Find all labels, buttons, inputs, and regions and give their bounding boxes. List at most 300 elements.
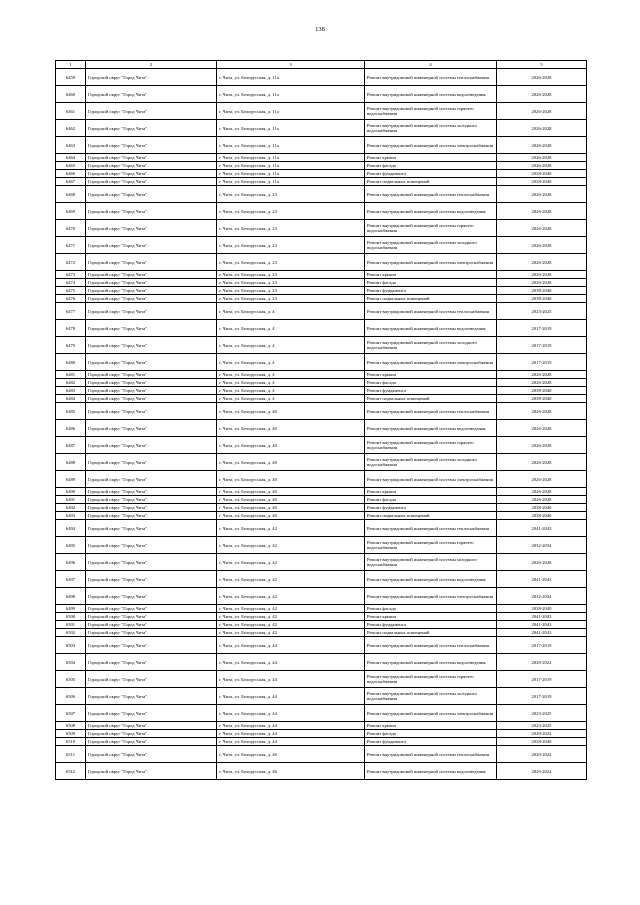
- address-cell: г. Чита, ул. Белорусская, д. 44: [217, 722, 365, 730]
- municipality-cell: Городской округ "Город Чита": [86, 730, 217, 738]
- address-cell: г. Чита, ул. Белорусская, д. 11а: [217, 170, 365, 178]
- work-type-cell: Ремонт фундамента: [365, 170, 497, 178]
- period-cell: 2026-2028: [497, 271, 587, 279]
- work-type-cell: Ремонт фундамента: [365, 738, 497, 746]
- address-cell: г. Чита, ул. Белорусская, д. 11а: [217, 178, 365, 186]
- period-cell: 2041-2043: [497, 571, 587, 588]
- work-type-cell: Ремонт внутридомовой инженерной системы теплоснабжения: [365, 637, 497, 654]
- municipality-cell: Городской округ "Город Чита": [86, 220, 217, 237]
- row-number: 6496: [56, 554, 86, 571]
- municipality-cell: Городской округ "Город Чита": [86, 738, 217, 746]
- municipality-cell: Городской округ "Город Чита": [86, 588, 217, 605]
- row-number: 6494: [56, 520, 86, 537]
- row-number: 6503: [56, 637, 86, 654]
- address-cell: г. Чита, ул. Белорусская, д. 40: [217, 488, 365, 496]
- table-row: [56, 220, 587, 237]
- row-number: 6480: [56, 354, 86, 371]
- work-type-cell: Ремонт внутридомовой инженерной системы водоотведения: [365, 420, 497, 437]
- row-number: 6512: [56, 763, 86, 780]
- address-cell: г. Чита, ул. Белорусская, д. 23: [217, 279, 365, 287]
- municipality-cell: Городской округ "Город Чита": [86, 287, 217, 295]
- municipality-cell: Городской округ "Город Чита": [86, 86, 217, 103]
- municipality-cell: Городской округ "Город Чита": [86, 354, 217, 371]
- table-row: [56, 120, 587, 137]
- period-cell: 2041-2043: [497, 613, 587, 621]
- address-cell: г. Чита, ул. Белорусская, д. 11а: [217, 162, 365, 170]
- period-cell: 2026-2028: [497, 103, 587, 120]
- municipality-cell: Городской округ "Город Чита": [86, 722, 217, 730]
- address-cell: г. Чита, ул. Белорусская, д. 23: [217, 220, 365, 237]
- work-type-cell: Ремонт внутридомовой инженерной системы электроснабжения: [365, 354, 497, 371]
- work-type-cell: Ремонт фасада: [365, 496, 497, 504]
- row-number: 6484: [56, 395, 86, 403]
- table-row: [56, 454, 587, 471]
- municipality-cell: Городской округ "Город Чита": [86, 254, 217, 271]
- address-cell: г. Чита, ул. Белорусская, д. 46: [217, 763, 365, 780]
- period-cell: 2026-2028: [497, 496, 587, 504]
- address-cell: г. Чита, ул. Белорусская, д. 11а: [217, 137, 365, 154]
- row-number: 6464: [56, 154, 86, 162]
- table-row: [56, 705, 587, 722]
- municipality-cell: Городской округ "Город Чита": [86, 295, 217, 303]
- work-type-cell: Ремонт внутридомовой инженерной системы горячего водоснабжения: [365, 437, 497, 454]
- address-cell: г. Чита, ул. Белорусская, д. 44: [217, 730, 365, 738]
- table-row: [56, 69, 587, 86]
- table-body: [56, 69, 587, 780]
- address-cell: г. Чита, ул. Белорусская, д. 42: [217, 629, 365, 637]
- table-row: [56, 237, 587, 254]
- municipality-cell: Городской округ "Город Чита": [86, 613, 217, 621]
- address-cell: г. Чита, ул. Белорусская, д. 40: [217, 496, 365, 504]
- period-cell: 2026-2028: [497, 186, 587, 203]
- column-header-period: 5: [497, 61, 587, 69]
- municipality-cell: Городской округ "Город Чита": [86, 395, 217, 403]
- address-cell: г. Чита, ул. Белорусская, д. 46: [217, 746, 365, 763]
- address-cell: г. Чита, ул. Белорусская, д. 23: [217, 237, 365, 254]
- row-number: 6487: [56, 437, 86, 454]
- address-cell: г. Чита, ул. Белорусская, д. 11а: [217, 86, 365, 103]
- work-type-cell: Ремонт внутридомовой инженерной системы горячего водоснабжения: [365, 671, 497, 688]
- table-row: [56, 738, 587, 746]
- table-row: [56, 178, 587, 186]
- table-row: [56, 605, 587, 613]
- row-number: 6486: [56, 420, 86, 437]
- row-number: 6469: [56, 203, 86, 220]
- row-number: 6490: [56, 488, 86, 496]
- period-cell: 2023-2025: [497, 722, 587, 730]
- table-row: [56, 504, 587, 512]
- municipality-cell: Городской округ "Город Чита": [86, 178, 217, 186]
- row-number: 6502: [56, 629, 86, 637]
- row-number: 6491: [56, 496, 86, 504]
- work-type-cell: Ремонт фундамента: [365, 621, 497, 629]
- municipality-cell: Городской округ "Город Чита": [86, 337, 217, 354]
- table-row: [56, 763, 587, 780]
- address-cell: г. Чита, ул. Белорусская, д. 4: [217, 337, 365, 354]
- address-cell: г. Чита, ул. Белорусская, д. 42: [217, 537, 365, 554]
- row-number: 6463: [56, 137, 86, 154]
- period-cell: 2041-2043: [497, 629, 587, 637]
- address-cell: г. Чита, ул. Белорусская, д. 4: [217, 387, 365, 395]
- table-header: [56, 61, 587, 69]
- address-cell: г. Чита, ул. Белорусская, д. 4: [217, 395, 365, 403]
- work-type-cell: Ремонт подвальных помещений: [365, 512, 497, 520]
- municipality-cell: Городской округ "Город Чита": [86, 520, 217, 537]
- period-cell: 2032-2034: [497, 537, 587, 554]
- work-type-cell: Ремонт внутридомовой инженерной системы теплоснабжения: [365, 520, 497, 537]
- period-cell: 2026-2028: [497, 420, 587, 437]
- work-type-cell: Ремонт внутридомовой инженерной системы электроснабжения: [365, 137, 497, 154]
- table-row: [56, 629, 587, 637]
- row-number: 6462: [56, 120, 86, 137]
- table-row: [56, 688, 587, 705]
- row-number: 6482: [56, 379, 86, 387]
- column-header-work-type: 4: [365, 61, 497, 69]
- row-number: 6472: [56, 254, 86, 271]
- period-cell: 2026-2028: [497, 403, 587, 420]
- municipality-cell: Городской округ "Город Чита": [86, 688, 217, 705]
- row-number: 6467: [56, 178, 86, 186]
- municipality-cell: Городской округ "Город Чита": [86, 170, 217, 178]
- table-row: [56, 287, 587, 295]
- table-row: [56, 537, 587, 554]
- row-number: 6500: [56, 613, 86, 621]
- table-row: [56, 571, 587, 588]
- address-cell: г. Чита, ул. Белорусская, д. 40: [217, 512, 365, 520]
- municipality-cell: Городской округ "Город Чита": [86, 621, 217, 629]
- address-cell: г. Чита, ул. Белорусская, д. 44: [217, 671, 365, 688]
- table-row: [56, 371, 587, 379]
- row-number: 6506: [56, 688, 86, 705]
- address-cell: г. Чита, ул. Белорусская, д. 4: [217, 379, 365, 387]
- address-cell: г. Чита, ул. Белорусская, д. 11а: [217, 120, 365, 137]
- row-number: 6489: [56, 471, 86, 488]
- address-cell: г. Чита, ул. Белорусская, д. 44: [217, 688, 365, 705]
- work-type-cell: Ремонт подвальных помещений: [365, 295, 497, 303]
- row-number: 6509: [56, 730, 86, 738]
- work-type-cell: Ремонт внутридомовой инженерной системы холодного водоснабжения: [365, 337, 497, 354]
- row-number: 6473: [56, 271, 86, 279]
- work-type-cell: Ремонт подвальных помещений: [365, 629, 497, 637]
- row-number: 6481: [56, 371, 86, 379]
- period-cell: 2026-2028: [497, 86, 587, 103]
- address-cell: г. Чита, ул. Белорусская, д. 40: [217, 437, 365, 454]
- row-number: 6507: [56, 705, 86, 722]
- work-type-cell: Ремонт фундамента: [365, 387, 497, 395]
- work-type-cell: Ремонт внутридомовой инженерной системы теплоснабжения: [365, 403, 497, 420]
- row-number: 6495: [56, 537, 86, 554]
- row-number: 6476: [56, 295, 86, 303]
- row-number: 6465: [56, 162, 86, 170]
- table-row: [56, 471, 587, 488]
- period-cell: 2026-2028: [497, 488, 587, 496]
- period-cell: 2026-2028: [497, 120, 587, 137]
- table-row: [56, 387, 587, 395]
- address-cell: г. Чита, ул. Белорусская, д. 11а: [217, 154, 365, 162]
- row-number: 6471: [56, 237, 86, 254]
- municipality-cell: Городской округ "Город Чита": [86, 671, 217, 688]
- municipality-cell: Городской округ "Город Чита": [86, 763, 217, 780]
- column-header-number: 1: [56, 61, 86, 69]
- repair-schedule-table: [55, 60, 587, 780]
- period-cell: 2026-2028: [497, 69, 587, 86]
- table-row: [56, 722, 587, 730]
- table-row: [56, 621, 587, 629]
- table-row: [56, 303, 587, 320]
- municipality-cell: Городской округ "Город Чита": [86, 705, 217, 722]
- period-cell: 2026-2028: [497, 471, 587, 488]
- address-cell: г. Чита, ул. Белорусская, д. 11а: [217, 69, 365, 86]
- work-type-cell: Ремонт фасада: [365, 162, 497, 170]
- address-cell: г. Чита, ул. Белорусская, д. 42: [217, 571, 365, 588]
- work-type-cell: Ремонт крыши: [365, 722, 497, 730]
- table-row: [56, 437, 587, 454]
- municipality-cell: Городской округ "Город Чита": [86, 420, 217, 437]
- municipality-cell: Городской округ "Город Чита": [86, 69, 217, 86]
- period-cell: 2038-2040: [497, 512, 587, 520]
- work-type-cell: Ремонт внутридомовой инженерной системы водоотведения: [365, 320, 497, 337]
- address-cell: г. Чита, ул. Белорусская, д. 23: [217, 271, 365, 279]
- municipality-cell: Городской округ "Город Чита": [86, 471, 217, 488]
- municipality-cell: Городской округ "Город Чита": [86, 403, 217, 420]
- row-number: 6466: [56, 170, 86, 178]
- address-cell: г. Чита, ул. Белорусская, д. 4: [217, 320, 365, 337]
- period-cell: 2017-2019: [497, 688, 587, 705]
- period-cell: 2017-2019: [497, 637, 587, 654]
- table-row: [56, 137, 587, 154]
- work-type-cell: Ремонт внутридомовой инженерной системы теплоснабжения: [365, 746, 497, 763]
- municipality-cell: Городской округ "Город Чита": [86, 303, 217, 320]
- table-row: [56, 86, 587, 103]
- address-cell: г. Чита, ул. Белорусская, д. 42: [217, 621, 365, 629]
- row-number: 6470: [56, 220, 86, 237]
- municipality-cell: Городской округ "Город Чита": [86, 437, 217, 454]
- table-row: [56, 512, 587, 520]
- period-cell: 2026-2028: [497, 437, 587, 454]
- period-cell: 2038-2040: [497, 504, 587, 512]
- work-type-cell: Ремонт подвальных помещений: [365, 178, 497, 186]
- municipality-cell: Городской округ "Город Чита": [86, 103, 217, 120]
- table-row: [56, 395, 587, 403]
- work-type-cell: Ремонт фундамента: [365, 287, 497, 295]
- table-row: [56, 271, 587, 279]
- table-row: [56, 103, 587, 120]
- work-type-cell: Ремонт внутридомовой инженерной системы водоотведения: [365, 654, 497, 671]
- work-type-cell: Ремонт крыши: [365, 154, 497, 162]
- address-cell: г. Чита, ул. Белорусская, д. 40: [217, 420, 365, 437]
- period-cell: 2026-2028: [497, 154, 587, 162]
- address-cell: г. Чита, ул. Белорусская, д. 44: [217, 654, 365, 671]
- work-type-cell: Ремонт фасада: [365, 379, 497, 387]
- municipality-cell: Городской округ "Город Чита": [86, 496, 217, 504]
- work-type-cell: Ремонт внутридомовой инженерной системы электроснабжения: [365, 705, 497, 722]
- row-number: 6511: [56, 746, 86, 763]
- work-type-cell: Ремонт внутридомовой инженерной системы холодного водоснабжения: [365, 120, 497, 137]
- row-number: 6501: [56, 621, 86, 629]
- row-number: 6459: [56, 69, 86, 86]
- work-type-cell: Ремонт крыши: [365, 613, 497, 621]
- municipality-cell: Городской округ "Город Чита": [86, 279, 217, 287]
- table-row: [56, 671, 587, 688]
- table-row: [56, 320, 587, 337]
- work-type-cell: Ремонт внутридомовой инженерной системы холодного водоснабжения: [365, 454, 497, 471]
- table-row: [56, 279, 587, 287]
- period-cell: 2026-2028: [497, 254, 587, 271]
- period-cell: 2038-2040: [497, 738, 587, 746]
- address-cell: г. Чита, ул. Белорусская, д. 4: [217, 371, 365, 379]
- table-row: [56, 654, 587, 671]
- period-cell: 2032-2034: [497, 588, 587, 605]
- municipality-cell: Городской округ "Город Чита": [86, 571, 217, 588]
- period-cell: 2023-2025: [497, 303, 587, 320]
- table-row: [56, 337, 587, 354]
- table-row: [56, 170, 587, 178]
- address-cell: г. Чита, ул. Белорусская, д. 23: [217, 186, 365, 203]
- work-type-cell: Ремонт внутридомовой инженерной системы водоотведения: [365, 763, 497, 780]
- work-type-cell: Ремонт внутридомовой инженерной системы холодного водоснабжения: [365, 237, 497, 254]
- period-cell: 2020-2022: [497, 763, 587, 780]
- municipality-cell: Городской округ "Город Чита": [86, 454, 217, 471]
- municipality-cell: Городской округ "Город Чита": [86, 203, 217, 220]
- row-number: 6492: [56, 504, 86, 512]
- municipality-cell: Городской округ "Город Чита": [86, 605, 217, 613]
- address-cell: г. Чита, ул. Белорусская, д. 42: [217, 588, 365, 605]
- period-cell: 2038-2040: [497, 395, 587, 403]
- work-type-cell: Ремонт крыши: [365, 371, 497, 379]
- row-number: 6478: [56, 320, 86, 337]
- address-cell: г. Чита, ул. Белорусская, д. 42: [217, 554, 365, 571]
- row-number: 6505: [56, 671, 86, 688]
- municipality-cell: Городской округ "Город Чита": [86, 120, 217, 137]
- address-cell: г. Чита, ул. Белорусская, д. 23: [217, 287, 365, 295]
- period-cell: 2026-2028: [497, 162, 587, 170]
- work-type-cell: Ремонт внутридомовой инженерной системы горячего водоснабжения: [365, 537, 497, 554]
- row-number: 6499: [56, 605, 86, 613]
- work-type-cell: Ремонт внутридомовой инженерной системы электроснабжения: [365, 471, 497, 488]
- period-cell: 2038-2040: [497, 605, 587, 613]
- address-cell: г. Чита, ул. Белорусская, д. 23: [217, 203, 365, 220]
- period-cell: 2020-2022: [497, 746, 587, 763]
- period-cell: 2038-2040: [497, 170, 587, 178]
- work-type-cell: Ремонт крыши: [365, 488, 497, 496]
- row-number: 6474: [56, 279, 86, 287]
- row-number: 6479: [56, 337, 86, 354]
- work-type-cell: Ремонт фасада: [365, 605, 497, 613]
- municipality-cell: Городской округ "Город Чита": [86, 371, 217, 379]
- row-number: 6497: [56, 571, 86, 588]
- municipality-cell: Городской округ "Город Чита": [86, 162, 217, 170]
- table-row: [56, 520, 587, 537]
- period-cell: 2026-2028: [497, 220, 587, 237]
- row-number: 6510: [56, 738, 86, 746]
- table-row: [56, 613, 587, 621]
- address-cell: г. Чита, ул. Белорусская, д. 42: [217, 613, 365, 621]
- address-cell: г. Чита, ул. Белорусская, д. 40: [217, 454, 365, 471]
- period-cell: 2026-2028: [497, 379, 587, 387]
- period-cell: 2023-2025: [497, 705, 587, 722]
- municipality-cell: Городской округ "Город Чита": [86, 554, 217, 571]
- table-row: [56, 403, 587, 420]
- table-row: [56, 154, 587, 162]
- period-cell: 2026-2028: [497, 554, 587, 571]
- work-type-cell: Ремонт крыши: [365, 271, 497, 279]
- address-cell: г. Чита, ул. Белорусская, д. 4: [217, 303, 365, 320]
- row-number: 6477: [56, 303, 86, 320]
- address-cell: г. Чита, ул. Белорусская, д. 23: [217, 295, 365, 303]
- work-type-cell: Ремонт внутридомовой инженерной системы электроснабжения: [365, 254, 497, 271]
- work-type-cell: Ремонт внутридомовой инженерной системы водоотведения: [365, 571, 497, 588]
- period-cell: 2038-2040: [497, 178, 587, 186]
- municipality-cell: Городской округ "Город Чита": [86, 512, 217, 520]
- address-cell: г. Чита, ул. Белорусская, д. 42: [217, 520, 365, 537]
- table-row: [56, 295, 587, 303]
- address-cell: г. Чита, ул. Белорусская, д. 40: [217, 504, 365, 512]
- address-cell: г. Чита, ул. Белорусская, д. 40: [217, 403, 365, 420]
- municipality-cell: Городской округ "Город Чита": [86, 654, 217, 671]
- work-type-cell: Ремонт внутридомовой инженерной системы холодного водоснабжения: [365, 554, 497, 571]
- table-row: [56, 637, 587, 654]
- period-cell: 2017-2019: [497, 337, 587, 354]
- work-type-cell: Ремонт внутридомовой инженерной системы холодного водоснабжения: [365, 688, 497, 705]
- municipality-cell: Городской округ "Город Чита": [86, 629, 217, 637]
- period-cell: 2041-2043: [497, 520, 587, 537]
- period-cell: 2038-2040: [497, 387, 587, 395]
- municipality-cell: Городской округ "Город Чита": [86, 537, 217, 554]
- work-type-cell: Ремонт внутридомовой инженерной системы электроснабжения: [365, 588, 497, 605]
- table-row: [56, 186, 587, 203]
- address-cell: г. Чита, ул. Белорусская, д. 44: [217, 705, 365, 722]
- row-number: 6504: [56, 654, 86, 671]
- row-number: 6460: [56, 86, 86, 103]
- municipality-cell: Городской округ "Город Чита": [86, 379, 217, 387]
- table-row: [56, 554, 587, 571]
- row-number: 6461: [56, 103, 86, 120]
- table-row: [56, 162, 587, 170]
- row-number: 6508: [56, 722, 86, 730]
- work-type-cell: Ремонт внутридомовой инженерной системы теплоснабжения: [365, 69, 497, 86]
- period-cell: 2026-2028: [497, 203, 587, 220]
- table-row: [56, 746, 587, 763]
- row-number: 6485: [56, 403, 86, 420]
- table-row: [56, 588, 587, 605]
- work-type-cell: Ремонт фасада: [365, 730, 497, 738]
- header-row: [56, 61, 587, 69]
- period-cell: 2041-2043: [497, 621, 587, 629]
- row-number: 6493: [56, 512, 86, 520]
- work-type-cell: Ремонт внутридомовой инженерной системы водоотведения: [365, 203, 497, 220]
- row-number: 6468: [56, 186, 86, 203]
- period-cell: 2038-2040: [497, 287, 587, 295]
- municipality-cell: Городской округ "Город Чита": [86, 154, 217, 162]
- period-cell: 2020-2022: [497, 654, 587, 671]
- table-row: [56, 496, 587, 504]
- municipality-cell: Городской округ "Город Чита": [86, 271, 217, 279]
- work-type-cell: Ремонт фундамента: [365, 504, 497, 512]
- municipality-cell: Городской округ "Город Чита": [86, 137, 217, 154]
- table-row: [56, 379, 587, 387]
- work-type-cell: Ремонт внутридомовой инженерной системы горячего водоснабжения: [365, 220, 497, 237]
- work-type-cell: Ремонт внутридомовой инженерной системы водоотведения: [365, 86, 497, 103]
- column-header-address: 3: [217, 61, 365, 69]
- address-cell: г. Чита, ул. Белорусская, д. 4: [217, 354, 365, 371]
- table-row: [56, 730, 587, 738]
- period-cell: 2017-2019: [497, 354, 587, 371]
- work-type-cell: Ремонт подвальных помещений: [365, 395, 497, 403]
- page-number: 138: [315, 26, 325, 33]
- work-type-cell: Ремонт внутридомовой инженерной системы теплоснабжения: [365, 186, 497, 203]
- period-cell: 2026-2028: [497, 279, 587, 287]
- municipality-cell: Городской округ "Город Чита": [86, 237, 217, 254]
